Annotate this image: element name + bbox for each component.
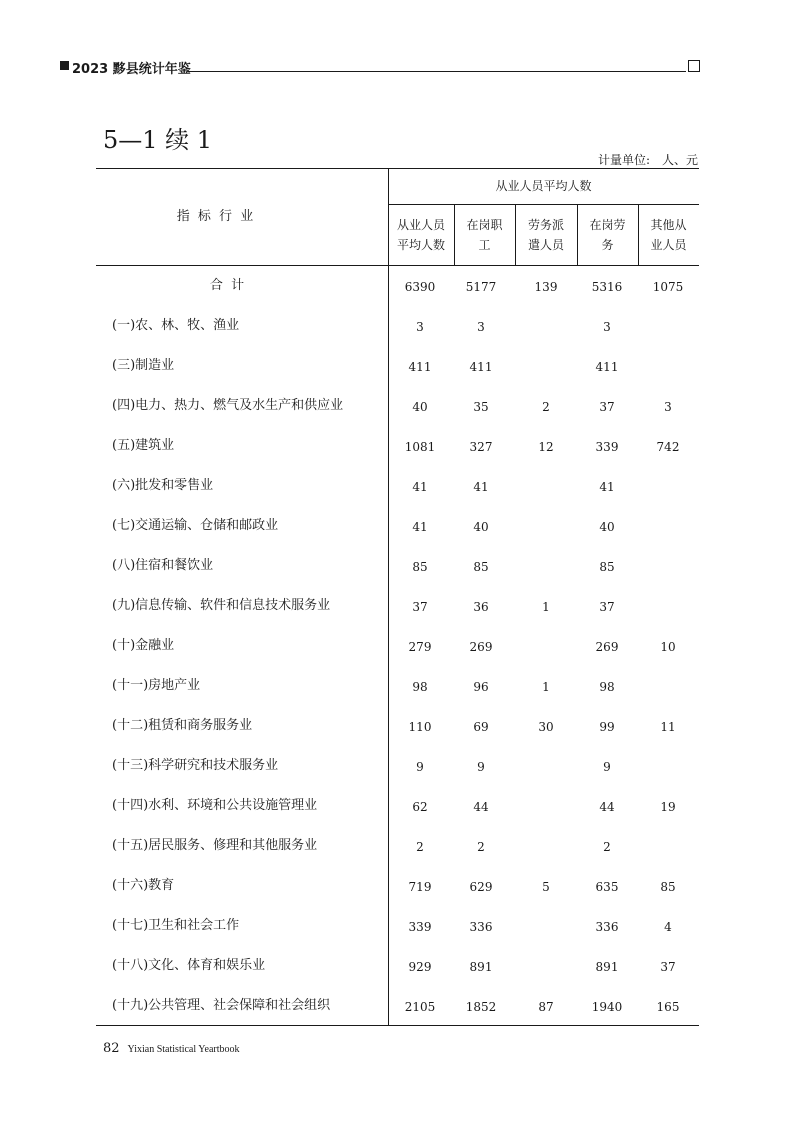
value-cell: 5316 bbox=[591, 280, 623, 294]
industry-label: (十)金融业 bbox=[112, 638, 175, 653]
value-cell: 3 bbox=[664, 400, 672, 414]
value-cell: 35 bbox=[473, 400, 489, 414]
value-cell: 62 bbox=[412, 800, 428, 814]
value-cell: 139 bbox=[534, 280, 558, 294]
subheader-line: 劳务派 bbox=[527, 217, 564, 232]
subheader-col-3 bbox=[515, 204, 577, 265]
header-bottom-rule bbox=[96, 265, 699, 266]
value-cell: 279 bbox=[408, 640, 432, 654]
industry-label: (十二)租赁和商务服务业 bbox=[112, 718, 253, 733]
value-cell: 339 bbox=[408, 920, 432, 934]
value-cell: 37 bbox=[599, 600, 615, 614]
value-cell: 85 bbox=[660, 880, 676, 894]
industry-label: (六)批发和零售业 bbox=[112, 478, 214, 493]
value-cell: 269 bbox=[469, 640, 493, 654]
value-cell: 411 bbox=[469, 360, 493, 374]
industry-label: (十九)公共管理、社会保障和社会组织 bbox=[112, 998, 331, 1013]
value-cell: 9 bbox=[477, 760, 485, 774]
value-cell: 4 bbox=[664, 920, 672, 934]
value-cell: 2 bbox=[477, 840, 485, 854]
value-cell: 10 bbox=[660, 640, 676, 654]
value-cell: 9 bbox=[416, 760, 424, 774]
value-cell: 37 bbox=[660, 960, 676, 974]
value-cell: 37 bbox=[599, 400, 615, 414]
table-bottom-rule bbox=[96, 1025, 699, 1026]
industry-label: (十四)水利、环境和公共设施管理业 bbox=[112, 798, 318, 813]
industry-label: (七)交通运输、仓储和邮政业 bbox=[112, 518, 279, 533]
value-cell: 98 bbox=[412, 680, 428, 694]
subheader-line: 工 bbox=[478, 237, 491, 252]
industry-label: (四)电力、热力、燃气及水生产和供应业 bbox=[112, 398, 344, 413]
value-cell: 40 bbox=[599, 520, 615, 534]
subheader-line: 业人员 bbox=[650, 237, 687, 252]
value-cell: 12 bbox=[538, 440, 554, 454]
industry-label: (十八)文化、体育和娱乐业 bbox=[112, 958, 266, 973]
value-cell: 40 bbox=[473, 520, 489, 534]
value-cell: 98 bbox=[599, 680, 615, 694]
value-cell: 44 bbox=[599, 800, 615, 814]
value-cell: 327 bbox=[469, 440, 493, 454]
value-cell: 41 bbox=[412, 520, 428, 534]
value-cell: 87 bbox=[538, 1000, 554, 1014]
value-cell: 1075 bbox=[652, 280, 684, 294]
subheader-col-5 bbox=[638, 204, 699, 265]
header-rule bbox=[188, 71, 686, 72]
value-cell: 165 bbox=[656, 1000, 680, 1014]
book-name: Yixian Statistical Yeartbook bbox=[127, 1044, 240, 1055]
value-cell: 269 bbox=[595, 640, 619, 654]
value-cell: 1852 bbox=[465, 1000, 497, 1014]
value-cell: 11 bbox=[660, 720, 676, 734]
subheader-line: 务 bbox=[601, 237, 614, 252]
value-cell: 2 bbox=[603, 840, 611, 854]
header-square-bullet bbox=[60, 61, 69, 70]
industry-label: (九)信息传输、软件和信息技术服务业 bbox=[112, 598, 331, 613]
indicator-divider bbox=[388, 168, 389, 1026]
page-footer bbox=[103, 1041, 240, 1056]
header-box-icon bbox=[688, 60, 700, 72]
value-cell: 742 bbox=[656, 440, 680, 454]
value-cell: 336 bbox=[595, 920, 619, 934]
subheader-line: 从业人员 bbox=[396, 217, 445, 232]
industry-label: (八)住宿和餐饮业 bbox=[112, 558, 214, 573]
value-cell: 929 bbox=[408, 960, 432, 974]
unit-line bbox=[598, 151, 698, 168]
value-cell: 85 bbox=[412, 560, 428, 574]
value-cell: 1940 bbox=[591, 1000, 623, 1014]
value-cell: 1 bbox=[542, 680, 550, 694]
header-title: 2023 黟县统计年鉴 bbox=[72, 62, 191, 77]
value-cell: 3 bbox=[477, 320, 485, 334]
industry-label: (三)制造业 bbox=[112, 358, 175, 373]
value-cell: 3 bbox=[603, 320, 611, 334]
value-cell: 41 bbox=[412, 480, 428, 494]
industry-label: (十六)教育 bbox=[112, 878, 175, 893]
industry-label: (十一)房地产业 bbox=[112, 678, 201, 693]
value-cell: 85 bbox=[473, 560, 489, 574]
group-header: 从业人员平均人数 bbox=[495, 179, 592, 193]
value-cell: 5177 bbox=[465, 280, 497, 294]
value-cell: 3 bbox=[416, 320, 424, 334]
table-title: 5—1 续 1 bbox=[103, 126, 213, 154]
value-cell: 2 bbox=[542, 400, 550, 414]
value-cell: 2 bbox=[416, 840, 424, 854]
running-header bbox=[60, 58, 700, 77]
value-cell: 336 bbox=[469, 920, 493, 934]
value-cell: 44 bbox=[473, 800, 489, 814]
subheader-line: 平均人数 bbox=[396, 237, 445, 252]
subheader-line: 遣人员 bbox=[527, 237, 564, 252]
value-cell: 891 bbox=[469, 960, 493, 974]
value-cell: 9 bbox=[603, 760, 611, 774]
value-cell: 1 bbox=[542, 600, 550, 614]
industry-label: (十七)卫生和社会工作 bbox=[112, 918, 240, 933]
industry-label: (十三)科学研究和技术服务业 bbox=[112, 758, 279, 773]
value-cell: 41 bbox=[473, 480, 489, 494]
value-cell: 635 bbox=[595, 880, 619, 894]
value-cell: 96 bbox=[473, 680, 489, 694]
value-cell: 36 bbox=[473, 600, 489, 614]
subheader-col-4 bbox=[577, 204, 638, 265]
value-cell: 69 bbox=[473, 720, 489, 734]
indicator-header: 指 标 行 业 bbox=[176, 208, 256, 224]
value-cell: 37 bbox=[412, 600, 428, 614]
value-cell: 85 bbox=[599, 560, 615, 574]
value-cell: 30 bbox=[538, 720, 554, 734]
industry-label: (一)农、林、牧、渔业 bbox=[112, 318, 240, 333]
value-cell: 2105 bbox=[404, 1000, 436, 1014]
subheader-line: 在岗职 bbox=[466, 217, 503, 232]
value-cell: 40 bbox=[412, 400, 428, 414]
value-cell: 99 bbox=[599, 720, 615, 734]
value-cell: 19 bbox=[660, 800, 676, 814]
unit-label: 计量单位: bbox=[597, 153, 650, 167]
value-cell: 891 bbox=[595, 960, 619, 974]
value-cell: 411 bbox=[408, 360, 432, 374]
value-cell: 629 bbox=[469, 880, 493, 894]
total-row-label: 合 计 bbox=[209, 278, 245, 293]
data-table bbox=[96, 168, 699, 1026]
value-cell: 6390 bbox=[404, 280, 436, 294]
value-cell: 719 bbox=[408, 880, 432, 894]
subheader-col-2 bbox=[454, 204, 515, 265]
value-cell: 339 bbox=[595, 440, 619, 454]
value-cell: 411 bbox=[595, 360, 619, 374]
value-cell: 41 bbox=[599, 480, 615, 494]
value-cell: 5 bbox=[542, 880, 550, 894]
subheader-line: 在岗劳 bbox=[589, 217, 626, 232]
subheader-col-1 bbox=[388, 204, 454, 265]
subheader-line: 其他从 bbox=[650, 217, 687, 232]
page-number: 82 bbox=[103, 1041, 120, 1056]
industry-label: (十五)居民服务、修理和其他服务业 bbox=[112, 838, 318, 853]
value-cell: 110 bbox=[408, 720, 432, 734]
value-cell: 1081 bbox=[404, 440, 436, 454]
unit-value: 人、元 bbox=[661, 153, 698, 167]
industry-label: (五)建筑业 bbox=[112, 438, 175, 453]
